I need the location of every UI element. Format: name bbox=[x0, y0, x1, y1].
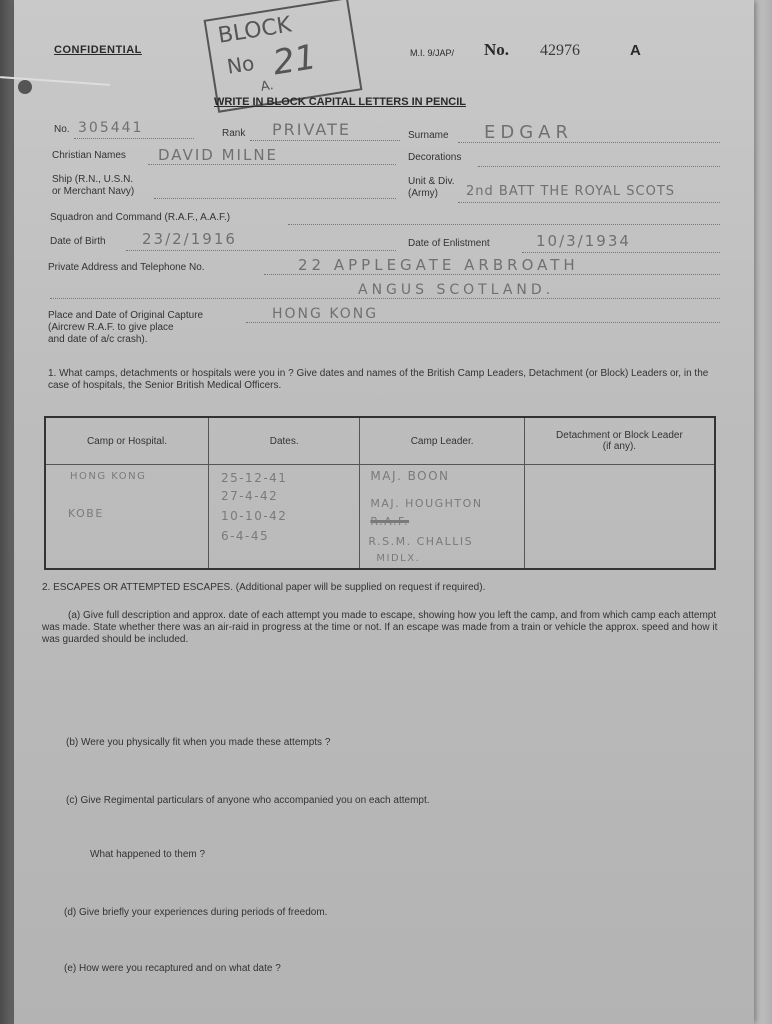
unit-label-1: Unit & Div. bbox=[408, 176, 455, 187]
table-header-row bbox=[45, 417, 715, 465]
decorations-label: Decorations bbox=[408, 152, 462, 163]
document-suffix: A bbox=[630, 42, 641, 59]
question-2e: (e) How were you recaptured and on what date ? bbox=[64, 963, 281, 974]
binder-string bbox=[0, 76, 110, 86]
rule bbox=[478, 166, 720, 167]
dob-label: Date of Birth bbox=[50, 236, 106, 247]
dates-cell bbox=[208, 465, 359, 570]
capture-label-3: and date of a/c crash). bbox=[48, 334, 148, 345]
surname-value: EDGAR bbox=[484, 122, 574, 143]
christian-names-label: Christian Names bbox=[52, 150, 126, 161]
header-leader: Camp Leader. bbox=[360, 417, 524, 465]
rule bbox=[246, 322, 720, 323]
question-2b: (b) Were you physically fit when you made these attempts ? bbox=[66, 737, 331, 748]
question-2a: (a) Give full description and approx. date of each attempt you made to escape, showing how you left the camp, and from which camp each attempt was made. State whether there was an air-raid in progress at the time or not. If an escape was made from a train or vehicle the approx. speed and how it was guarded should be included. bbox=[42, 610, 718, 645]
question-2d: (d) Give briefly your experiences during periods of freedom. bbox=[64, 907, 328, 918]
question-2c-followup: What happened to them ? bbox=[90, 849, 206, 860]
rule bbox=[74, 138, 194, 139]
binder-hole bbox=[18, 80, 32, 94]
rule bbox=[264, 274, 720, 275]
header-camp: Camp or Hospital. bbox=[45, 417, 208, 465]
stamp-no-value: 21 bbox=[270, 37, 320, 84]
unit-value: 2nd BATT THE ROYAL SCOTS bbox=[466, 184, 676, 199]
number-label: No. bbox=[484, 40, 510, 59]
ship-label-2: or Merchant Navy) bbox=[52, 186, 135, 197]
squadron-label: Squadron and Command (R.A.F., A.A.F.) bbox=[50, 212, 231, 223]
service-number: 305441 bbox=[78, 120, 144, 136]
rule bbox=[148, 164, 396, 165]
question-2c: (c) Give Regimental particulars of anyone who accompanied you on each attempt. bbox=[66, 795, 430, 806]
date-entry: 6-4-45 bbox=[220, 529, 270, 543]
leader-entry: MAJ. HOUGHTON bbox=[370, 497, 483, 510]
capture-label-1: Place and Date of Original Capture bbox=[48, 310, 204, 321]
rule bbox=[154, 198, 396, 199]
dob-value: 23/2/1916 bbox=[142, 230, 237, 248]
leader-entry: R.S.M. CHALLIS bbox=[368, 535, 474, 548]
question-1: 1. What camps, detachments or hospitals were you in ? Give dates and names of the British Camp Leaders, Detachment (or Block) Leaders or, in the case of hospitals, the Senior British Medical Officers. bbox=[48, 368, 709, 391]
rule bbox=[288, 224, 720, 225]
mi-reference: M.I. 9/JAP/ bbox=[410, 48, 455, 58]
table-row bbox=[45, 465, 715, 570]
rule bbox=[522, 252, 720, 253]
camp-entry: KOBE bbox=[68, 507, 104, 520]
camp-cell bbox=[45, 465, 208, 570]
address-value-2: ANGUS SCOTLAND. bbox=[358, 282, 555, 298]
christian-names-value: DAVID MILNE bbox=[158, 146, 279, 164]
rank-value: PRIVATE bbox=[272, 120, 351, 139]
rule bbox=[458, 142, 720, 143]
instruction-banner: WRITE IN BLOCK CAPITAL LETTERS IN PENCIL bbox=[214, 96, 466, 108]
address-value-1: 22 APPLEGATE ARBROATH bbox=[298, 256, 579, 274]
rank-label: Rank bbox=[222, 128, 246, 139]
rule bbox=[250, 140, 400, 141]
date-entry: 27-4-42 bbox=[220, 489, 279, 503]
header-dates: Dates. bbox=[208, 417, 359, 465]
camps-table bbox=[44, 416, 716, 570]
no-label: No. bbox=[54, 124, 70, 135]
date-entry: 10-10-42 bbox=[220, 509, 288, 523]
enlistment-label: Date of Enlistment bbox=[408, 238, 490, 249]
stamp-no-label: No bbox=[225, 50, 256, 79]
form-page bbox=[14, 0, 754, 1024]
header-detachment: Detachment or Block Leader (if any). bbox=[524, 417, 715, 465]
stamp-word: BLOCK bbox=[216, 12, 294, 49]
unit-label-2: (Army) bbox=[408, 188, 438, 199]
ship-label-1: Ship (R.N., U.S.N. bbox=[52, 174, 134, 185]
confidential-label: CONFIDENTIAL bbox=[54, 44, 142, 56]
surname-label: Surname bbox=[408, 130, 449, 141]
capture-value: HONG KONG bbox=[272, 306, 379, 322]
date-entry: 25-12-41 bbox=[220, 471, 288, 485]
document-number: 42976 bbox=[540, 42, 580, 59]
leader-entry-struck: R.A.F. bbox=[370, 515, 410, 528]
rule bbox=[50, 298, 720, 299]
leader-cell bbox=[360, 465, 524, 570]
enlistment-value: 10/3/1934 bbox=[536, 232, 631, 250]
leader-entry: MIDLX. bbox=[376, 553, 421, 564]
camp-entry: HONG KONG bbox=[70, 471, 147, 482]
detachment-cell bbox=[524, 465, 715, 570]
capture-label-2: (Aircrew R.A.F. to give place bbox=[48, 322, 174, 333]
rule bbox=[126, 250, 396, 251]
leader-entry: MAJ. BOON bbox=[370, 469, 450, 483]
address-label: Private Address and Telephone No. bbox=[48, 262, 205, 273]
rule bbox=[458, 202, 720, 203]
question-2-heading: 2. ESCAPES OR ATTEMPTED ESCAPES. (Additional paper will be supplied on request if required). bbox=[42, 582, 486, 593]
stamp-sub: A. bbox=[259, 77, 275, 95]
